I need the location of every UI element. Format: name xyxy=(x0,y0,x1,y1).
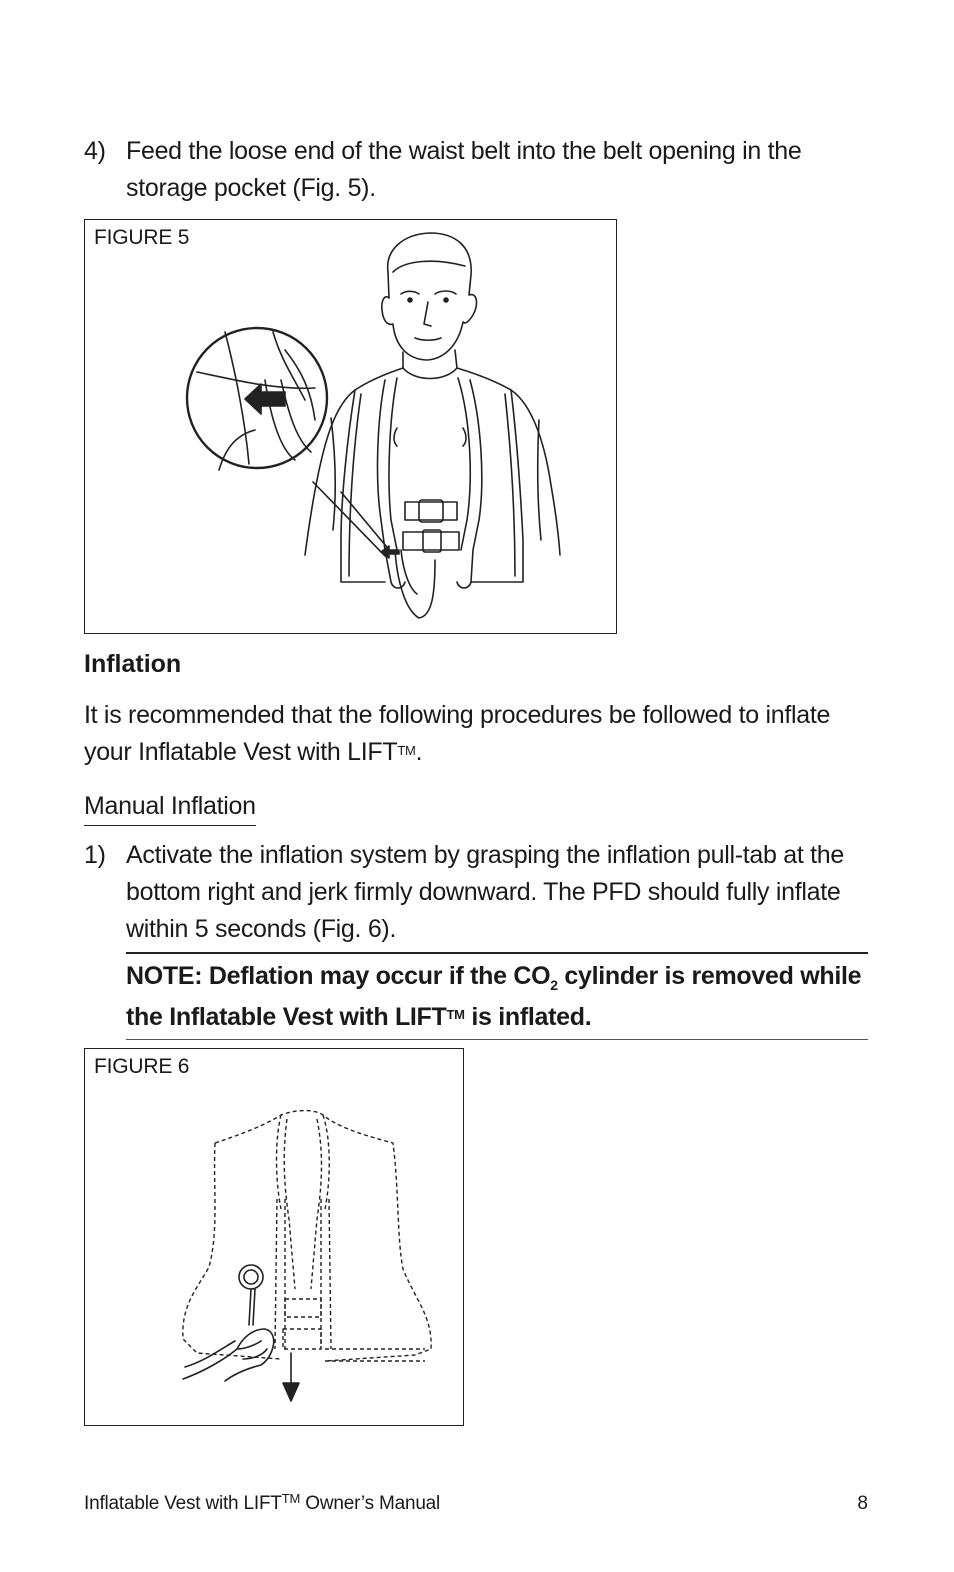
footer-title-text: Inflatable Vest with LIFT xyxy=(84,1493,282,1514)
trademark-mark: TM xyxy=(446,1007,465,1022)
step-text: Feed the loose end of the waist belt into the belt opening in the storage pocket (Fig. 5). xyxy=(126,137,802,202)
inflation-intro xyxy=(84,697,874,771)
figure-5 xyxy=(84,219,617,634)
figure-caption: FIGURE 6 xyxy=(94,1055,190,1078)
inflation-heading: Inflation xyxy=(84,650,182,678)
note-subscript: 2 xyxy=(550,977,558,993)
manual-inflation-subheading: Manual Inflation xyxy=(84,789,256,826)
inflated-vest-pull-tab-icon xyxy=(85,1049,463,1425)
footer-title xyxy=(84,1493,440,1515)
deflation-note xyxy=(126,952,868,1040)
figure-caption: FIGURE 5 xyxy=(94,226,190,249)
footer-title-end: Owner’s Manual xyxy=(300,1493,441,1514)
person-wearing-vest-feeding-belt-icon xyxy=(85,220,616,633)
figure-6 xyxy=(84,1048,464,1426)
intro-end: . xyxy=(415,738,423,766)
note-text-part2: cylinder is removed while the Inflatable Vest with LIFT xyxy=(126,962,862,1031)
note-text-part1: NOTE: Deflation may occur if the CO xyxy=(126,962,551,990)
step-text: Activate the inflation system by grasping the inflation pull-tab at the bottom right and jerk firmly downward. The PFD should fully inflate within 5 seconds (Fig. 6). xyxy=(126,841,845,943)
step-number: 1) xyxy=(84,841,106,869)
trademark-mark: TM xyxy=(397,743,416,758)
trademark-mark: TM xyxy=(281,1491,301,1506)
page-number: 8 xyxy=(857,1493,868,1514)
intro-text: It is recommended that the following procedures be followed to inflate your Inflatable Vest with LIFT xyxy=(84,701,831,766)
note-text-part3: is inflated. xyxy=(464,1003,592,1031)
step-1 xyxy=(84,837,874,948)
step-number: 4) xyxy=(84,137,106,165)
step-4 xyxy=(84,133,874,207)
